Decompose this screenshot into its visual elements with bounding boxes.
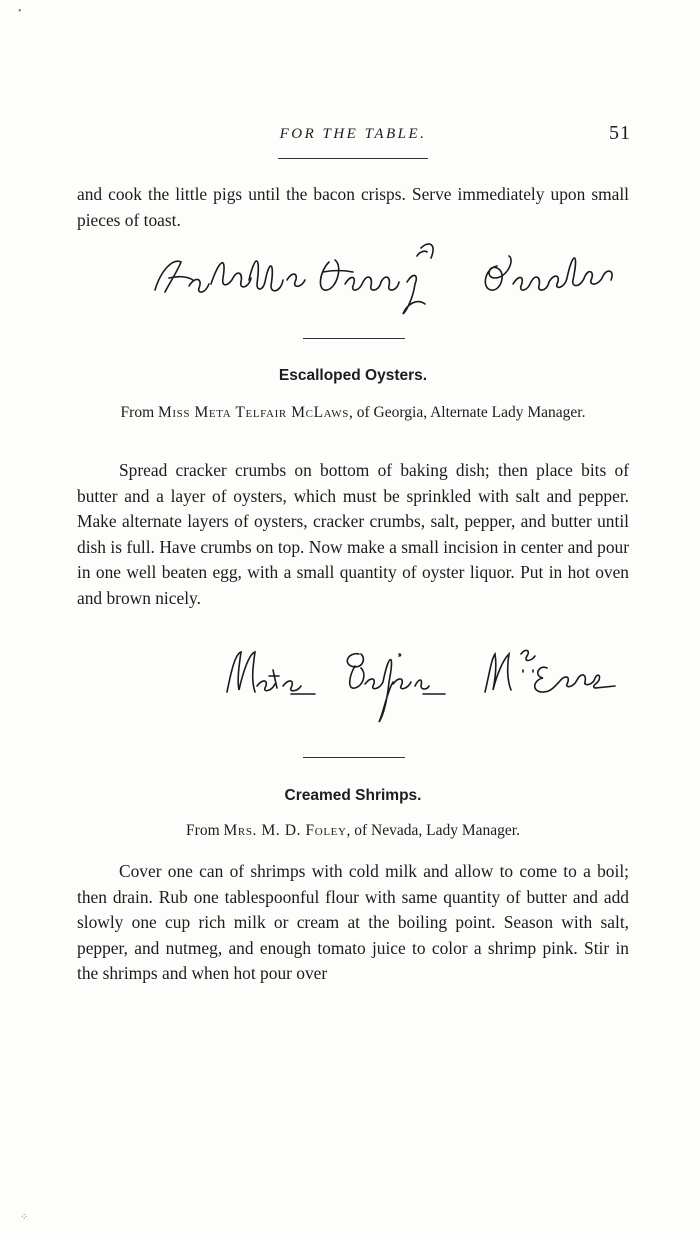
recipe2-byline-suffix: , of Nevada, Lady Manager. xyxy=(346,822,520,839)
section-divider-1 xyxy=(303,338,405,339)
recipe2-title: Creamed Shrimps. xyxy=(284,787,422,804)
recipe2-body-block xyxy=(77,859,629,987)
handwritten-signature-1 xyxy=(77,240,629,320)
running-header xyxy=(77,122,631,156)
recipe1-body: Spread cracker crumbs on bottom of baking dish; then place bits of butter and a layer of oysters, which must be sprinkled with salt and pepper. Make alternate layers of oysters, cracker crumbs, salt, pepper, and butter until dish is full. Have crumbs on top. Now make a small incision in center and pour in one well beaten egg, with a small quantity of oyster liquor. Put in hot oven and brown nicely. xyxy=(77,460,629,608)
handwritten-signature-2 xyxy=(77,640,629,740)
running-title: FOR THE TABLE. xyxy=(279,126,427,142)
signature-candee xyxy=(77,240,629,310)
recipe1-author-name: Miss Meta Telfair McLaws xyxy=(158,404,350,421)
recipe2-byline xyxy=(77,820,629,841)
recipe1-byline-prefix: From xyxy=(120,404,155,421)
recipe1-title: Escalloped Oysters. xyxy=(278,367,428,384)
recipe2-byline-prefix: From xyxy=(186,822,220,839)
page-number: 51 xyxy=(609,122,631,144)
recipe2-body: Cover one can of shrimps with cold milk and allow to come to a boil; then drain. Rub one tablespoonful flour with same quantity of butter and add slowly one cup rich milk or cream at the boiling point. Season with salt, pepper, and nutmeg, and enough tomato juice to color a shrimp pink. Stir in the shrimps and when hot pour over xyxy=(77,861,629,984)
header-rule xyxy=(278,158,428,159)
recipe1-body-block xyxy=(77,458,629,612)
signature-mclaws xyxy=(77,640,629,740)
recipe2-author-name: Mrs. M. D. Foley xyxy=(223,822,347,839)
continuation-block xyxy=(77,182,629,233)
margin-dot: • xyxy=(18,6,22,17)
margin-speck: ⁘ xyxy=(20,1212,29,1223)
recipe1-byline xyxy=(77,402,629,423)
recipe1-byline-suffix: , of Georgia, Alternate Lady Manager. xyxy=(349,404,586,421)
continuation-text: and cook the little pigs until the bacon crisps. Serve immediately upon small pieces of toast. xyxy=(77,184,629,230)
section-divider-2 xyxy=(303,757,405,758)
